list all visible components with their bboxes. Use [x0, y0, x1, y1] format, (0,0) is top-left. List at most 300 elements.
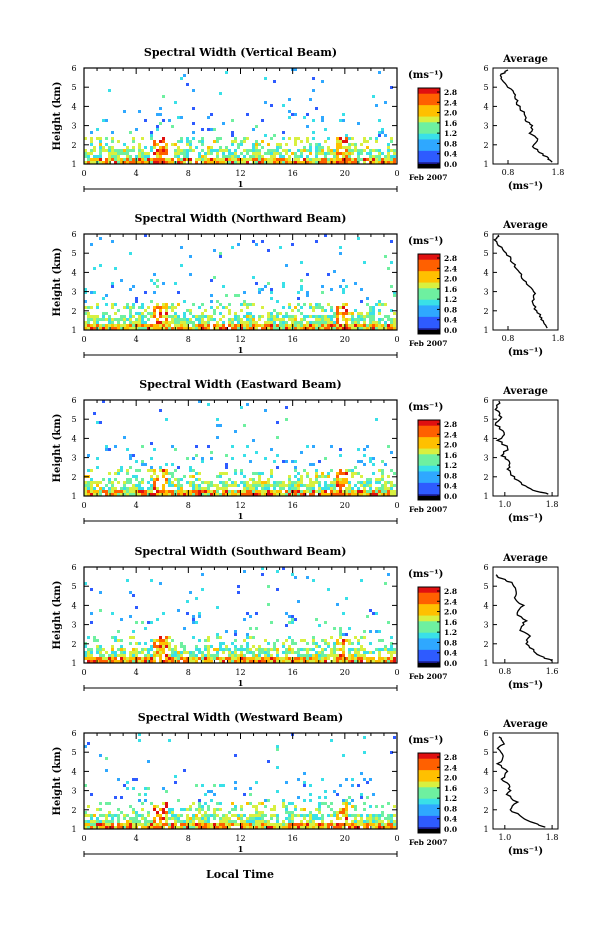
- heatmap-cell: [204, 324, 207, 327]
- heatmap-cell: [309, 799, 312, 802]
- heatmap-cell: [366, 158, 369, 161]
- heatmap-cell: [264, 814, 267, 817]
- heatmap-cell: [270, 318, 273, 321]
- heatmap-cell: [345, 324, 348, 327]
- heatmap-cell: [171, 817, 174, 820]
- heatmap-cell: [204, 820, 207, 823]
- heatmap-cell: [207, 321, 210, 324]
- heatmap-cell: [150, 469, 153, 472]
- heatmap-cell: [90, 315, 93, 318]
- x-tick-label: 8: [185, 501, 191, 510]
- heatmap-cell: [357, 122, 360, 125]
- heatmap-cell: [282, 306, 285, 309]
- heatmap-cell: [231, 820, 234, 823]
- heatmap-cell: [390, 481, 393, 484]
- heatmap-cell: [282, 324, 285, 327]
- heatmap-cell: [276, 490, 279, 493]
- heatmap-cell: [186, 600, 189, 603]
- heatmap-cell: [303, 315, 306, 318]
- heatmap-cell: [237, 294, 240, 297]
- colorbar-unit: (ms⁻¹): [408, 70, 444, 81]
- heatmap-cell: [360, 817, 363, 820]
- heatmap-cell: [369, 805, 372, 808]
- x-tick-label: 12: [235, 169, 246, 178]
- heatmap-cell: [105, 657, 108, 660]
- heatmap-cell: [300, 306, 303, 309]
- heatmap-cell: [177, 651, 180, 654]
- heatmap-cell: [384, 823, 387, 826]
- heatmap-cell: [186, 820, 189, 823]
- heatmap-cell: [96, 318, 99, 321]
- heatmap-cell: [144, 463, 147, 466]
- heatmap-cell: [285, 654, 288, 657]
- heatmap-cell: [351, 315, 354, 318]
- heatmap-cell: [381, 324, 384, 327]
- colorbar-segment: [418, 656, 440, 662]
- heatmap-cell: [249, 303, 252, 306]
- heatmap-cell: [234, 484, 237, 487]
- heatmap-cell: [246, 403, 249, 406]
- heatmap-cell: [234, 805, 237, 808]
- heatmap-cell: [300, 475, 303, 478]
- heatmap-cell: [384, 490, 387, 493]
- heatmap-cell: [369, 318, 372, 321]
- heatmap-cell: [222, 817, 225, 820]
- heatmap-cell: [150, 484, 153, 487]
- heatmap-cell: [339, 469, 342, 472]
- heatmap-cell: [120, 279, 123, 282]
- heatmap-cell: [150, 324, 153, 327]
- heatmap-cell: [357, 158, 360, 161]
- heatmap-cell: [300, 279, 303, 282]
- heatmap-cell: [198, 478, 201, 481]
- heatmap-cell: [336, 158, 339, 161]
- heatmap-cell: [225, 487, 228, 490]
- heatmap-cell: [210, 113, 213, 116]
- heatmap-cell: [339, 817, 342, 820]
- heatmap-cell: [183, 490, 186, 493]
- heatmap-cell: [372, 817, 375, 820]
- heatmap-cell: [237, 143, 240, 146]
- heatmap-cell: [360, 654, 363, 657]
- heatmap-cell: [159, 642, 162, 645]
- heatmap-cell: [258, 654, 261, 657]
- heatmap-cell: [129, 131, 132, 134]
- heatmap-cell: [333, 657, 336, 660]
- heatmap-cell: [252, 490, 255, 493]
- heatmap-cell: [150, 490, 153, 493]
- heatmap-cell: [144, 799, 147, 802]
- heatmap-cell: [159, 651, 162, 654]
- heatmap-cell: [267, 642, 270, 645]
- heatmap-cell: [336, 149, 339, 152]
- heatmap-cell: [99, 140, 102, 143]
- heatmap-cell: [99, 158, 102, 161]
- heatmap-cell: [186, 143, 189, 146]
- heatmap-cell: [216, 654, 219, 657]
- heatmap-cell: [171, 143, 174, 146]
- heatmap-cell: [366, 303, 369, 306]
- heatmap-cell: [306, 820, 309, 823]
- heatmap-cell: [138, 820, 141, 823]
- heatmap-cell: [198, 324, 201, 327]
- heatmap-cell: [339, 140, 342, 143]
- y-tick-label: 4: [71, 767, 77, 777]
- heatmap-cell: [183, 312, 186, 315]
- heatmap-cell: [330, 315, 333, 318]
- heatmap-cell: [315, 240, 318, 243]
- heatmap-cell: [324, 657, 327, 660]
- heatmap-cell: [219, 648, 222, 651]
- colorbar-tick-label: 2.0: [444, 773, 458, 783]
- heatmap-cell: [384, 303, 387, 306]
- heatmap-cell: [216, 823, 219, 826]
- heatmap-cell: [105, 149, 108, 152]
- heatmap-cell: [105, 817, 108, 820]
- heatmap-cell: [390, 261, 393, 264]
- heatmap-cell: [315, 158, 318, 161]
- heatmap-cell: [342, 318, 345, 321]
- heatmap-cell: [159, 140, 162, 143]
- heatmap-cell: [372, 472, 375, 475]
- heatmap-cell: [141, 312, 144, 315]
- heatmap-cell: [105, 303, 108, 306]
- heatmap-cell: [159, 152, 162, 155]
- heatmap-cell: [381, 152, 384, 155]
- heatmap-cell: [210, 451, 213, 454]
- heatmap-cell: [282, 802, 285, 805]
- heatmap-cell: [357, 321, 360, 324]
- heatmap-cell: [297, 823, 300, 826]
- heatmap-cell: [162, 612, 165, 615]
- heatmap-cell: [378, 481, 381, 484]
- heatmap-cell: [177, 155, 180, 158]
- heatmap-cell: [327, 487, 330, 490]
- heatmap-cell: [162, 817, 165, 820]
- heatmap-cell: [180, 487, 183, 490]
- heatmap-cell: [168, 490, 171, 493]
- heatmap-cell: [324, 642, 327, 645]
- heatmap-cell: [375, 478, 378, 481]
- heatmap-cell: [222, 155, 225, 158]
- heatmap-cell: [156, 618, 159, 621]
- heatmap-cell: [261, 240, 264, 243]
- heatmap-cell: [390, 651, 393, 654]
- heatmap-cell: [159, 657, 162, 660]
- heatmap-cell: [192, 814, 195, 817]
- heatmap-cell: [252, 146, 255, 149]
- colorbar-segment: [418, 787, 440, 793]
- heatmap-cell: [375, 817, 378, 820]
- heatmap-cell: [111, 487, 114, 490]
- heatmap-cell: [207, 315, 210, 318]
- heatmap-cell: [309, 146, 312, 149]
- heatmap-cell: [144, 787, 147, 790]
- heatmap-cell: [342, 152, 345, 155]
- heatmap-cell: [297, 297, 300, 300]
- heatmap-cell: [231, 143, 234, 146]
- heatmap-cell: [351, 143, 354, 146]
- heatmap-cell: [207, 645, 210, 648]
- heatmap-cell: [303, 814, 306, 817]
- heatmap-cell: [117, 778, 120, 781]
- heatmap-cell: [135, 155, 138, 158]
- heatmap-cell: [213, 128, 216, 131]
- heatmap-cell: [336, 140, 339, 143]
- heatmap-cell: [219, 318, 222, 321]
- heatmap-cell: [141, 152, 144, 155]
- heatmap-cell: [201, 460, 204, 463]
- heatmap-cell: [87, 484, 90, 487]
- heatmap-cell: [354, 146, 357, 149]
- heatmap-cell: [375, 137, 378, 140]
- heatmap-cell: [282, 137, 285, 140]
- heatmap-cell: [153, 291, 156, 294]
- heatmap-cell: [231, 155, 234, 158]
- heatmap-cell: [153, 481, 156, 484]
- heatmap-cell: [129, 252, 132, 255]
- heatmap-cell: [150, 466, 153, 469]
- heatmap-cell: [147, 312, 150, 315]
- heatmap-cell: [327, 149, 330, 152]
- heatmap-cell: [177, 324, 180, 327]
- heatmap-cell: [255, 490, 258, 493]
- heatmap-cell: [186, 318, 189, 321]
- heatmap-cell: [315, 324, 318, 327]
- heatmap-cell: [306, 823, 309, 826]
- heatmap-cell: [321, 817, 324, 820]
- heatmap-cell: [177, 657, 180, 660]
- heatmap-cell: [339, 152, 342, 155]
- heatmap-cell: [384, 645, 387, 648]
- heatmap-cell: [168, 654, 171, 657]
- heatmap-cell: [207, 484, 210, 487]
- heatmap-cell: [336, 143, 339, 146]
- heatmap-cell: [282, 481, 285, 484]
- heatmap-cell: [171, 648, 174, 651]
- heatmap-cell: [327, 472, 330, 475]
- heatmap-cell: [324, 324, 327, 327]
- heatmap-cell: [102, 119, 105, 122]
- heatmap-cell: [108, 823, 111, 826]
- average-x-label: (ms⁻¹): [507, 347, 544, 358]
- heatmap-cell: [207, 657, 210, 660]
- heatmap-cell: [105, 769, 108, 772]
- heatmap-cell: [237, 243, 240, 246]
- heatmap-cell: [177, 654, 180, 657]
- heatmap-cell: [204, 152, 207, 155]
- heatmap-cell: [174, 143, 177, 146]
- heatmap-cell: [159, 324, 162, 327]
- heatmap-cell: [207, 808, 210, 811]
- heatmap-cell: [189, 312, 192, 315]
- heatmap-cell: [165, 303, 168, 306]
- heatmap-cell: [294, 475, 297, 478]
- heatmap-cell: [138, 149, 141, 152]
- heatmap-cell: [135, 621, 138, 624]
- heatmap-cell: [282, 321, 285, 324]
- heatmap-cell: [267, 823, 270, 826]
- heatmap-cell: [381, 318, 384, 321]
- colorbar-tick-label: 2.8: [444, 587, 458, 596]
- heatmap-cell: [378, 814, 381, 817]
- heatmap-cell: [324, 796, 327, 799]
- heatmap-cell: [186, 152, 189, 155]
- heatmap-cell: [147, 306, 150, 309]
- heatmap-cell: [165, 146, 168, 149]
- heatmap-cell: [114, 636, 117, 639]
- heatmap-cell: [111, 814, 114, 817]
- heatmap-cell: [189, 321, 192, 324]
- heatmap-cell: [135, 487, 138, 490]
- heatmap-cell: [156, 645, 159, 648]
- heatmap-cell: [381, 823, 384, 826]
- heatmap-cell: [390, 487, 393, 490]
- colorbar-tick-label: 2.0: [444, 607, 458, 617]
- heatmap-cell: [384, 324, 387, 327]
- heatmap-cell: [129, 315, 132, 318]
- heatmap-cell: [177, 799, 180, 802]
- heatmap-cell: [303, 799, 306, 802]
- heatmap-cell: [282, 651, 285, 654]
- heatmap-cell: [255, 243, 258, 246]
- heatmap-cell: [111, 817, 114, 820]
- heatmap-cell: [327, 146, 330, 149]
- heatmap-cell: [144, 146, 147, 149]
- heatmap-cell: [324, 152, 327, 155]
- heatmap-cell: [312, 636, 315, 639]
- heatmap-cell: [336, 478, 339, 481]
- heatmap-cell: [129, 805, 132, 808]
- heatmap-cell: [255, 149, 258, 152]
- heatmap-cell: [267, 481, 270, 484]
- heatmap-cell: [312, 657, 315, 660]
- heatmap-cell: [99, 802, 102, 805]
- heatmap-cell: [207, 648, 210, 651]
- heatmap-cell: [129, 654, 132, 657]
- heatmap-cell: [183, 300, 186, 303]
- heatmap-cell: [213, 484, 216, 487]
- heatmap-cell: [201, 573, 204, 576]
- heatmap-cell: [171, 321, 174, 324]
- heatmap-cell: [249, 817, 252, 820]
- heatmap-cell: [117, 324, 120, 327]
- heatmap-cell: [225, 463, 228, 466]
- heatmap-cell: [186, 321, 189, 324]
- heatmap-cell: [177, 318, 180, 321]
- heatmap-cell: [195, 814, 198, 817]
- heatmap-cell: [255, 814, 258, 817]
- colorbar-segment: [418, 88, 440, 94]
- heatmap-cell: [201, 814, 204, 817]
- heatmap-cell: [150, 312, 153, 315]
- heatmap-cell: [192, 324, 195, 327]
- heatmap-cell: [243, 149, 246, 152]
- heatmap-cell: [267, 158, 270, 161]
- heatmap-cell: [153, 146, 156, 149]
- average-y-tick-label: 3: [483, 287, 489, 297]
- heatmap-cell: [357, 651, 360, 654]
- heatmap-cell: [270, 137, 273, 140]
- heatmap-cell: [369, 814, 372, 817]
- heatmap-cell: [168, 657, 171, 660]
- heatmap-cell: [207, 823, 210, 826]
- heatmap-cell: [348, 158, 351, 161]
- heatmap-cell: [90, 823, 93, 826]
- heatmap-cell: [390, 240, 393, 243]
- panel-3: [52, 545, 558, 691]
- heatmap-cell: [282, 820, 285, 823]
- colorbar-segment: [418, 300, 440, 306]
- heatmap-cell: [162, 487, 165, 490]
- heatmap-cell: [312, 306, 315, 309]
- heatmap-cell: [129, 321, 132, 324]
- heatmap-cell: [252, 240, 255, 243]
- heatmap-cell: [372, 312, 375, 315]
- heatmap-cell: [144, 642, 147, 645]
- heatmap-cell: [183, 475, 186, 478]
- heatmap-cell: [156, 487, 159, 490]
- heatmap-cell: [375, 158, 378, 161]
- heatmap-cell: [372, 318, 375, 321]
- heatmap-cell: [303, 784, 306, 787]
- date-tag: Feb 2007: [409, 672, 448, 681]
- heatmap-cell: [105, 823, 108, 826]
- colorbar-tick-label: 0.0: [444, 492, 458, 501]
- heatmap-cell: [117, 309, 120, 312]
- average-y-tick-label: 6: [483, 230, 489, 239]
- y-tick-label: 1: [71, 492, 77, 501]
- heatmap-cell: [357, 820, 360, 823]
- colorbar-segment: [418, 265, 440, 271]
- heatmap-cell: [210, 306, 213, 309]
- heatmap-cell: [255, 654, 258, 657]
- heatmap-cell: [159, 315, 162, 318]
- heatmap-cell: [99, 481, 102, 484]
- heatmap-cell: [216, 137, 219, 140]
- heatmap-cell: [198, 306, 201, 309]
- heatmap-cell: [390, 469, 393, 472]
- heatmap-cell: [306, 472, 309, 475]
- average-y-tick-label: 2: [483, 639, 489, 649]
- heatmap-cell: [369, 324, 372, 327]
- heatmap-cell: [210, 279, 213, 282]
- heatmap-cell: [219, 158, 222, 161]
- heatmap-cell: [276, 639, 279, 642]
- heatmap-cell: [192, 820, 195, 823]
- heatmap-cell: [360, 772, 363, 775]
- heatmap-cell: [255, 472, 258, 475]
- heatmap-cell: [201, 149, 204, 152]
- heatmap-cell: [249, 787, 252, 790]
- heatmap-cell: [264, 134, 267, 137]
- average-x-tick-label: 1.0: [498, 833, 512, 842]
- heatmap-cell: [393, 155, 396, 158]
- heatmap-cell: [375, 823, 378, 826]
- heatmap-cell: [228, 651, 231, 654]
- heatmap-cell: [267, 143, 270, 146]
- heatmap-cell: [144, 119, 147, 122]
- heatmap-cell: [357, 318, 360, 321]
- heatmap-cell: [318, 796, 321, 799]
- heatmap-cell: [96, 490, 99, 493]
- panel-title: Spectral Width (Vertical Beam): [143, 46, 338, 59]
- colorbar-tick-label: 1.2: [444, 628, 458, 638]
- heatmap-cell: [381, 820, 384, 823]
- heatmap-cell: [288, 651, 291, 654]
- heatmap-cell: [192, 618, 195, 621]
- heatmap-cell: [114, 324, 117, 327]
